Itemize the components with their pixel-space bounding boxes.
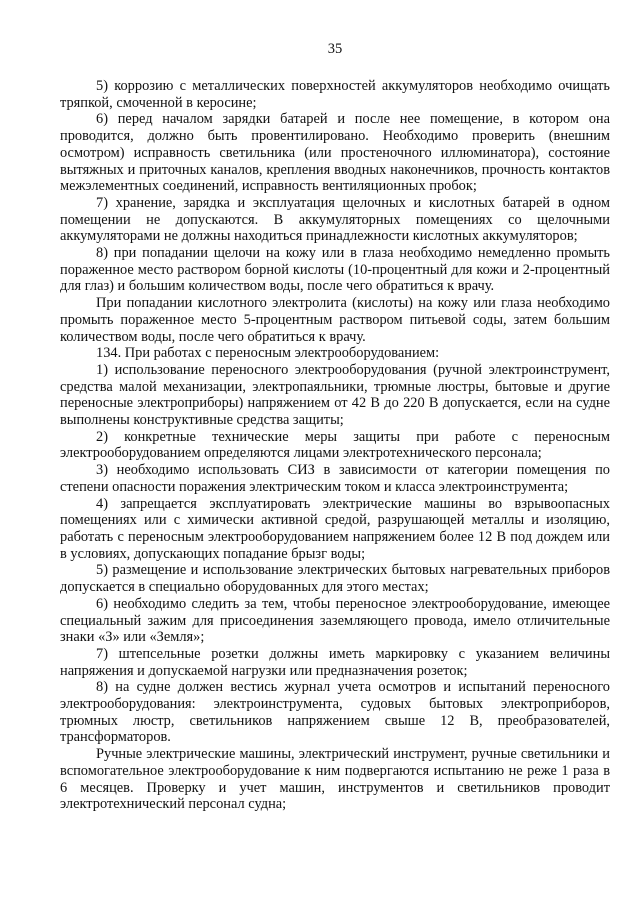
paragraph: 4) запрещается эксплуатировать электрические машины во взрывоопасных помещениях или с химически активной средой, разрушающей металлы и изоляцию, работать с переносным электрооборудованием напряжением более 12 В под дождем или в условиях, допускающих попадание брызг воды;: [60, 495, 610, 562]
paragraph: 3) необходимо использовать СИЗ в зависимости от категории помещения по степени опасности поражения электрическим током и класса электроинструмента;: [60, 462, 610, 495]
paragraph: 8) при попадании щелочи на кожу или в глаза необходимо немедленно промыть пораженное место раствором борной кислоты (10-процентный для кожи и 2-процентный для глаз) и большим количеством воды, после чего обратиться к врачу.: [60, 245, 610, 295]
paragraph: 2) конкретные технические меры защиты при работе с переносным электрооборудованием определяются лицами электротехнического персонала;: [60, 428, 610, 462]
paragraph: 5) размещение и использование электрических бытовых нагревательных приборов допускается в специально оборудованных для этого местах;: [60, 562, 610, 596]
paragraph: Ручные электрические машины, электрический инструмент, ручные светильники и вспомогательное электрооборудование к ним подвергаются испытанию не реже 1 раза в 6 месяцев. Проверку и учет машин, инструментов и светильников проводит электротехнический персонал судна;: [60, 746, 610, 813]
paragraph: 1) использование переносного электрооборудования (ручной электроинструмент, средства малой механизации, электропаяльники, трюмные люстры, бытовые и другие переносные электроприборы) напряжением от 42 В до 220 В допускается, если на судне выполнены конструктивные средства защиты;: [60, 361, 610, 429]
body-text: [60, 78, 610, 813]
paragraph: 7) хранение, зарядка и эксплуатация щелочных и кислотных батарей в одном помещении не допускаются. В аккумуляторных помещениях со щелочными аккумуляторами не должны находиться принадлежности кислотных аккумуляторов;: [60, 194, 610, 245]
page-number: 35: [327, 41, 343, 57]
paragraph: 5) коррозию с металлических поверхностей аккумуляторов необходимо очищать тряпкой, смоченной в керосине;: [60, 78, 610, 111]
paragraph: 6) перед началом зарядки батарей и после нее помещение, в котором она проводится, должно быть провентилировано. Необходимо проверить (внешним осмотром) исправность светильника (или простеночного иллюминатора), состояние вытяжных и приточных каналов, крепления вводных наконечников, прочность контактов межэлементных соединений, исправность вентиляционных пробок;: [60, 111, 610, 195]
section-heading: 134. При работах с переносным электрооборудованием:: [96, 345, 440, 362]
paragraph: При попадании кислотного электролита (кислоты) на кожу или глаза необходимо промыть пораженное место 5-процентным раствором питьевой соды, затем большим количеством воды, после чего обратиться к врачу.: [60, 295, 610, 345]
paragraph: 7) штепсельные розетки должны иметь маркировку с указанием величины напряжения и допускаемой нагрузки или предназначения розеток;: [60, 645, 610, 679]
paragraph: 6) необходимо следить за тем, чтобы переносное электрооборудование, имеющее специальный зажим для присоединения заземляющего провода, имело отличительные знаки «З» или «Земля»;: [60, 595, 610, 646]
paragraph: 8) на судне должен вестись журнал учета осмотров и испытаний переносного электрооборудования: электроинструмента, судовых бытовых электроприборов, трюмных люстр, светильников напряжением свыше 12 В, преобразователей, трансформаторов.: [60, 679, 610, 746]
